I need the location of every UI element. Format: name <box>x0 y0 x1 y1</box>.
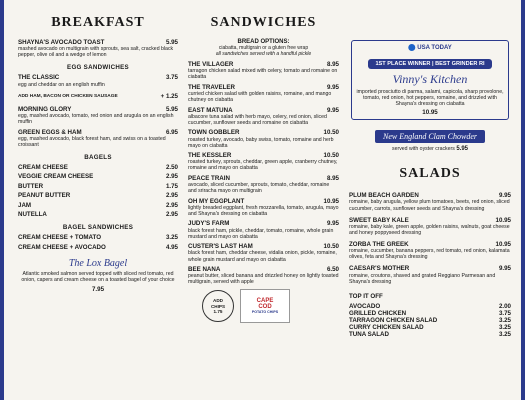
menu-item: PLUM BEACH GARDEN 9.95 romaine, baby arugula, yellow plum tomatoes, beets, red onion, sliced cucumber, carrots, sunflower seeds and Shayna's dressing <box>349 192 511 212</box>
list-item: GRILLED CHICKEN 3.75 <box>349 309 511 317</box>
menu-item <box>18 39 178 58</box>
top-it-off-list <box>349 304 511 339</box>
menu-item: THE VILLAGER 8.95 tarragon chicken salad mixed with celery, tomato and romaine on ciabatta <box>188 61 339 81</box>
list-item: CREAM CHEESE + AVOCADO 4.95 <box>18 244 178 252</box>
list-item: JAM 2.95 <box>18 201 178 209</box>
item-desc: egg and cheddar on an english muffin <box>18 81 105 88</box>
chowder-feature <box>349 126 511 152</box>
bread-options-desc: ciabatta, multigrain or a gluten free wrap <box>218 45 309 51</box>
menu-item: BEE NANA 6.50 peanut butter, sliced banana and drizzled honey on lightly toasted multigrain, served with apple <box>188 266 339 286</box>
list-item: TARRAGON CHICKEN SALAD 3.25 <box>349 316 511 324</box>
lox-bagel-price: 7.95 <box>91 286 105 294</box>
vinnys-kitchen-title: Vinny's Kitchen <box>392 72 468 86</box>
menu-item <box>18 74 178 87</box>
breakfast-column <box>18 0 178 400</box>
menu-item: CAESAR'S MOTHER 9.95 romaine, croutons, shaved and grated Reggiano Parmesan and Shayna's dressing <box>349 265 511 285</box>
list-item: CREAM CHEESE + TOMATO 3.25 <box>18 234 178 242</box>
chips-row <box>188 289 339 323</box>
top-it-off-title: TOP IT OFF <box>349 292 383 300</box>
list-item: CURRY CHICKEN SALAD 3.25 <box>349 323 511 331</box>
list-item: PEANUT BUTTER 2.95 <box>18 192 178 200</box>
item-name: THE CLASSIC <box>18 74 60 82</box>
item-price: 6.95 <box>165 128 178 136</box>
menu-item: CUSTER'S LAST HAM 10.50 black forest ham, cheddar cheese, vidalia onion, pickle, romaine, whole grain mustard and mayo on ciabatta <box>188 243 339 263</box>
salads-column <box>349 0 511 400</box>
list-item: AVOCADO 2.00 <box>349 303 511 311</box>
menu-item: THE KESSLER 10.50 roasted turkey, sprouts, cheddar, green apple, cranberry chutney, romaine and mayo on ciabatta <box>188 152 339 172</box>
item-price: 5.95 <box>165 39 178 46</box>
item-name: GREEN EGGS & HAM <box>18 128 82 136</box>
usa-today-logo-icon <box>408 44 415 51</box>
item-price: 5.95 <box>165 105 178 113</box>
breakfast-title: BREAKFAST <box>51 15 145 30</box>
vinnys-kitchen-desc: imported prosciutto di parma, salami, capicola, sharp provolone, tomato, red onion, hot peppers, romaine, and drizzled with Shayna's dressing on ciabatta <box>356 89 504 108</box>
cape-cod-chips-logo: CAPE COD POTATO CHIPS <box>240 289 290 323</box>
item-price: + 1.25 <box>160 92 178 100</box>
bread-options-note: all sandwiches served with a handful pickle <box>215 51 312 57</box>
usa-today-badge: USA TODAY <box>404 44 455 51</box>
egg-sandwiches-title: EGG SANDWICHES <box>67 64 129 72</box>
add-chips-badge: ADD CHIPS 1.75 <box>202 290 234 322</box>
bagels-title: BAGELS <box>84 154 112 162</box>
list-item: VEGGIE CREAM CHEESE 2.95 <box>18 173 178 181</box>
winner-banner: 1ST PLACE WINNER | BEST GRINDER RI <box>368 59 492 69</box>
menu-item: PEACE TRAIN 8.95 avocado, sliced cucumber, sprouts, tomato, cheddar, romaine and sriracha mayo on multigrain <box>188 174 339 195</box>
list-item: NUTELLA 2.95 <box>18 211 178 219</box>
menu-item: ZORBA THE GREEK 10.95 romaine, cucumber, banana peppers, red tomato, red onion, kalamata olives, feta and Shayna's dressing <box>349 241 511 261</box>
menu-item: EAST MATUNA 9.95 albacore tuna salad with herb mayo, celery, red onion, sliced cucumber, sunflower seeds and romaine on ciabatta <box>188 106 339 126</box>
bagels-list <box>18 164 178 218</box>
menu-item: SWEET BABY KALE 10.95 romaine, baby kale, green apple, golden raisins, walnuts, goat cheese and honey poppyseed dressing <box>349 216 511 236</box>
item-name: SHAYNA'S AVOCADO TOAST <box>18 39 105 46</box>
list-item: BUTTER 1.75 <box>18 182 178 190</box>
lox-bagel-title: The Lox Bagel <box>68 257 128 269</box>
item-desc: mashed avocado on multigrain with sprouts, sea salt, cracked black pepper, olive oil and a wedge of lemon <box>18 46 174 59</box>
vinnys-kitchen-feature <box>351 40 509 120</box>
menu-item: TOWN GOBBLER 10.50 roasted turkey, avocado, baby swiss, tomato, romaine and herb mayo on ciabatta <box>188 129 339 149</box>
menu-item <box>18 93 178 100</box>
sandwiches-title: SANDWICHES <box>210 15 317 30</box>
bread-options-title: BREAD OPTIONS: <box>237 39 290 45</box>
menu-item: JUDY'S FARM 9.95 black forest ham, pickle, cheddar, tomato, romaine, whole grain mustard and mayo on ciabatta <box>188 220 339 240</box>
menu-item: OH MY EGGPLANT 10.95 lightly breaded eggplant, fresh mozzarella, tomato, arugula, mayo and Shayna's dressing on ciabatta <box>188 197 339 217</box>
vinnys-kitchen-price: 10.95 <box>422 109 438 117</box>
bagel-sandwiches-title: BAGEL SANDWICHES <box>62 224 134 232</box>
menu-item: THE TRAVELER 9.95 curried chicken salad with golden raisins, romaine, and mango chutney on ciabatta <box>188 83 339 104</box>
list-item: CREAM CHEESE 2.50 <box>18 164 178 172</box>
chowder-desc: served with oyster crackers 5.95 <box>392 146 468 153</box>
sandwiches-column <box>188 0 339 400</box>
menu-item <box>18 129 178 148</box>
left-border-stripe <box>0 0 4 400</box>
lox-bagel-desc: Atlantic smoked salmon served topped with sliced red tomato, red onion, capers and cream cheese on a toasted bagel of your choice <box>21 270 175 283</box>
menu-item <box>18 106 178 125</box>
item-price: 3.75 <box>165 74 178 82</box>
item-name: ADD HAM, BACON OR CHICKEN SAUSAGE <box>18 93 118 99</box>
item-desc: egg, mashed avocado, tomato, red onion and arugula on an english muffin <box>18 113 174 126</box>
salads-title: SALADS <box>399 166 461 182</box>
item-desc: egg, mashed avocado, black forest ham, and swiss on a toasted croissant <box>18 135 166 148</box>
list-item: TUNA SALAD 3.25 <box>349 330 511 338</box>
item-name: MORNING GLORY <box>18 105 72 113</box>
right-border-stripe <box>521 0 525 400</box>
chowder-title: New England Clam Chowder <box>375 130 485 143</box>
